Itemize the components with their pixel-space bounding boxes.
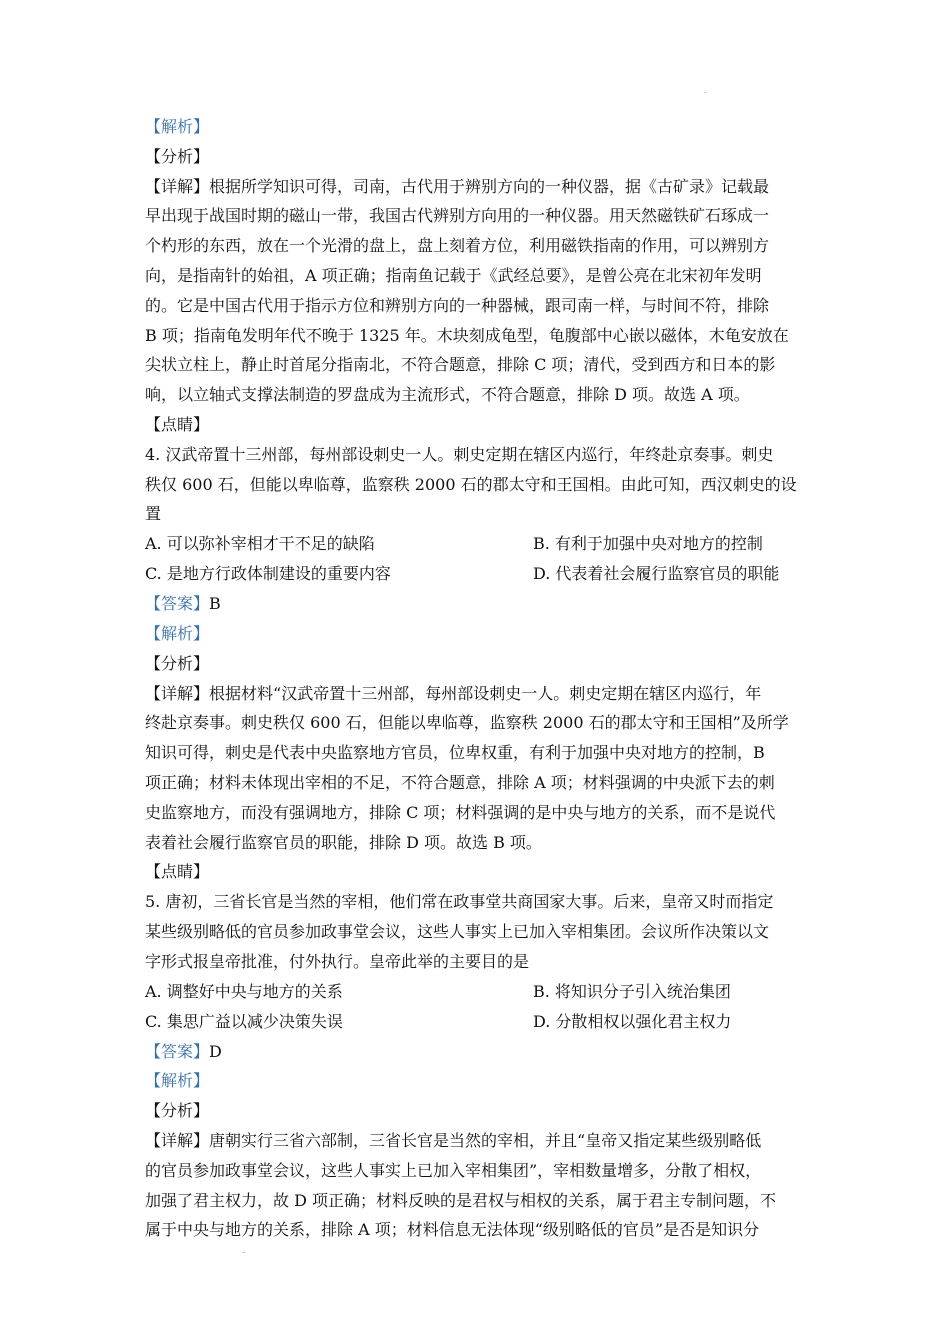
option-b: B. 将知识分子引入统治集团 [533, 981, 731, 1001]
xiangjie-label: 【详解】 [145, 176, 210, 196]
answer-value: B [209, 594, 221, 614]
option-c: C. 是地方行政体制建设的重要内容 [145, 564, 391, 584]
option-b: B. 有利于加强中央对地方的控制 [533, 534, 763, 554]
xiangjie-line: 早出现于战国时期的磁山一带，我国古代辨别方向用的一种仪器。用天然磁铁矿石琢成一 [145, 206, 770, 226]
question-5-stem: 某些级别略低的官员参加政事堂会议，这些人事实上已加入宰相集团。会议所作决策以文 [145, 921, 770, 941]
question-4-options-row [145, 559, 810, 589]
fenxi-label: 【分析】 [145, 653, 210, 673]
option-d: D. 代表着社会履行监察官员的职能 [533, 564, 780, 584]
answer-value: D [209, 1041, 222, 1061]
xiangjie-line: 【详解】唐朝实行三省六部制，三省长官是当然的宰相，并且“皇帝又指定某些级别略低 [145, 1130, 762, 1150]
question-5-stem: 5. 唐初，三省长官是当然的宰相，他们常在政事堂共商国家大事。后来，皇帝又时而指定 [145, 892, 774, 912]
xiangjie-line: 的官员参加政事堂会议，这些人事实上已加入宰相集团”，宰相数量增多，分散了相权， [145, 1160, 762, 1180]
xiangjie-line: 加强了君主权力，故 D 项正确；材料反映的是君权与相权的关系，属于君主专制问题，不 [145, 1190, 777, 1210]
answer-line [145, 1037, 810, 1067]
xiangjie-line: 属于中央与地方的关系，排除 A 项；材料信息无法体现“级别略低的官员”是否是知识分 [145, 1220, 760, 1240]
question-5-options-row [145, 1007, 810, 1037]
answer-label: 【答案】 [145, 594, 210, 614]
option-c: C. 集思广益以减少决策失误 [145, 1011, 343, 1031]
question-5-stem: 字形式报皇帝批准，付外执行。皇帝此举的主要目的是 [145, 951, 530, 971]
xiangjie-line: 项正确；材料未体现出宰相的不足，不符合题意，排除 A 项；材料强调的中央派下去的刺 [145, 772, 775, 792]
dianjing-label: 【点睛】 [145, 414, 210, 434]
xiangjie-line: 终赴京奏事。刺史秩仅 600 石，但能以卑临尊，监察秩 2000 石的郡太守和王国相”及所学 [145, 713, 789, 733]
question-4-stem: 4. 汉武帝置十三州部，每州部设刺史一人。刺史定期在辖区内巡行，年终赴京奏事。刺史 [145, 444, 774, 464]
option-a: A. 可以弥补宰相才干不足的缺陷 [145, 534, 375, 554]
xiangjie-line: 史监察地方，而没有强调地方，排除 C 项；材料强调的是中央与地方的关系，而不是说代 [145, 802, 776, 822]
question-4-stem: 秩仅 600 石，但能以卑临尊，监察秩 2000 石的郡太守和王国相。由此可知，西汉刺史的设 [145, 474, 797, 494]
xiangjie-label: 【详解】 [145, 1130, 210, 1150]
xiangjie-line: 知识可得，刺史是代表中央监察地方官员，位卑权重，有利于加强中央对地方的控制，B [145, 743, 765, 763]
fenxi-label: 【分析】 [145, 1101, 210, 1121]
xiangjie-line: 响，以立轴式支撑法制造的罗盘成为主流形式，不符合题意，排除 D 项。故选 A 项。 [145, 385, 750, 405]
scan-speck [704, 92, 707, 93]
xiangjie-line: 【详解】根据材料“汉武帝置十三州部，每州部设刺史一人。刺史定期在辖区内巡行，年 [145, 683, 762, 703]
jiexi-label: 【解析】 [145, 1071, 210, 1091]
question-5-options-row [145, 977, 810, 1007]
dianjing-label: 【点睛】 [145, 862, 210, 882]
answer-label: 【答案】 [145, 1041, 210, 1061]
xiangjie-line: 【详解】根据所学知识可得，司南，古代用于辨别方向的一种仪器，据《古矿录》记载最 [145, 176, 770, 196]
xiangjie-line: 的。它是中国古代用于指示方位和辨别方向的一种器械，跟司南一样，与时间不符，排除 [145, 295, 770, 315]
jiexi-label: 【解析】 [145, 117, 210, 136]
option-d: D. 分散相权以强化君主权力 [533, 1011, 732, 1031]
xiangjie-label: 【详解】 [145, 683, 210, 703]
xiangjie-line: 尖状立柱上，静止时首尾分指南北，不符合题意，排除 C 项；清代，受到西方和日本的影 [145, 355, 776, 375]
question-4-options-row [145, 529, 810, 559]
option-a: A. 调整好中央与地方的关系 [145, 981, 343, 1001]
fenxi-label: 【分析】 [145, 146, 210, 166]
scan-speck [242, 1252, 245, 1253]
xiangjie-line: B 项；指南龟发明年代不晚于 1325 年。木块刻成龟型，龟腹部中心嵌以磁体，木龟安放在 [145, 325, 789, 345]
jiexi-label: 【解析】 [145, 623, 210, 643]
answer-line [145, 589, 810, 619]
xiangjie-line: 个杓形的东西，放在一个光滑的盘上，盘上刻着方位，利用磁铁指南的作用，可以辨别方 [145, 236, 770, 256]
xiangjie-line: 表着社会履行监察官员的职能，排除 D 项。故选 B 项。 [145, 832, 542, 852]
page-content [145, 112, 810, 1245]
question-4-stem: 置 [145, 504, 162, 524]
xiangjie-line: 向，是指南针的始祖，A 项正确；指南鱼记载于《武经总要》，是曾公亮在北宋初年发明 [145, 265, 762, 285]
